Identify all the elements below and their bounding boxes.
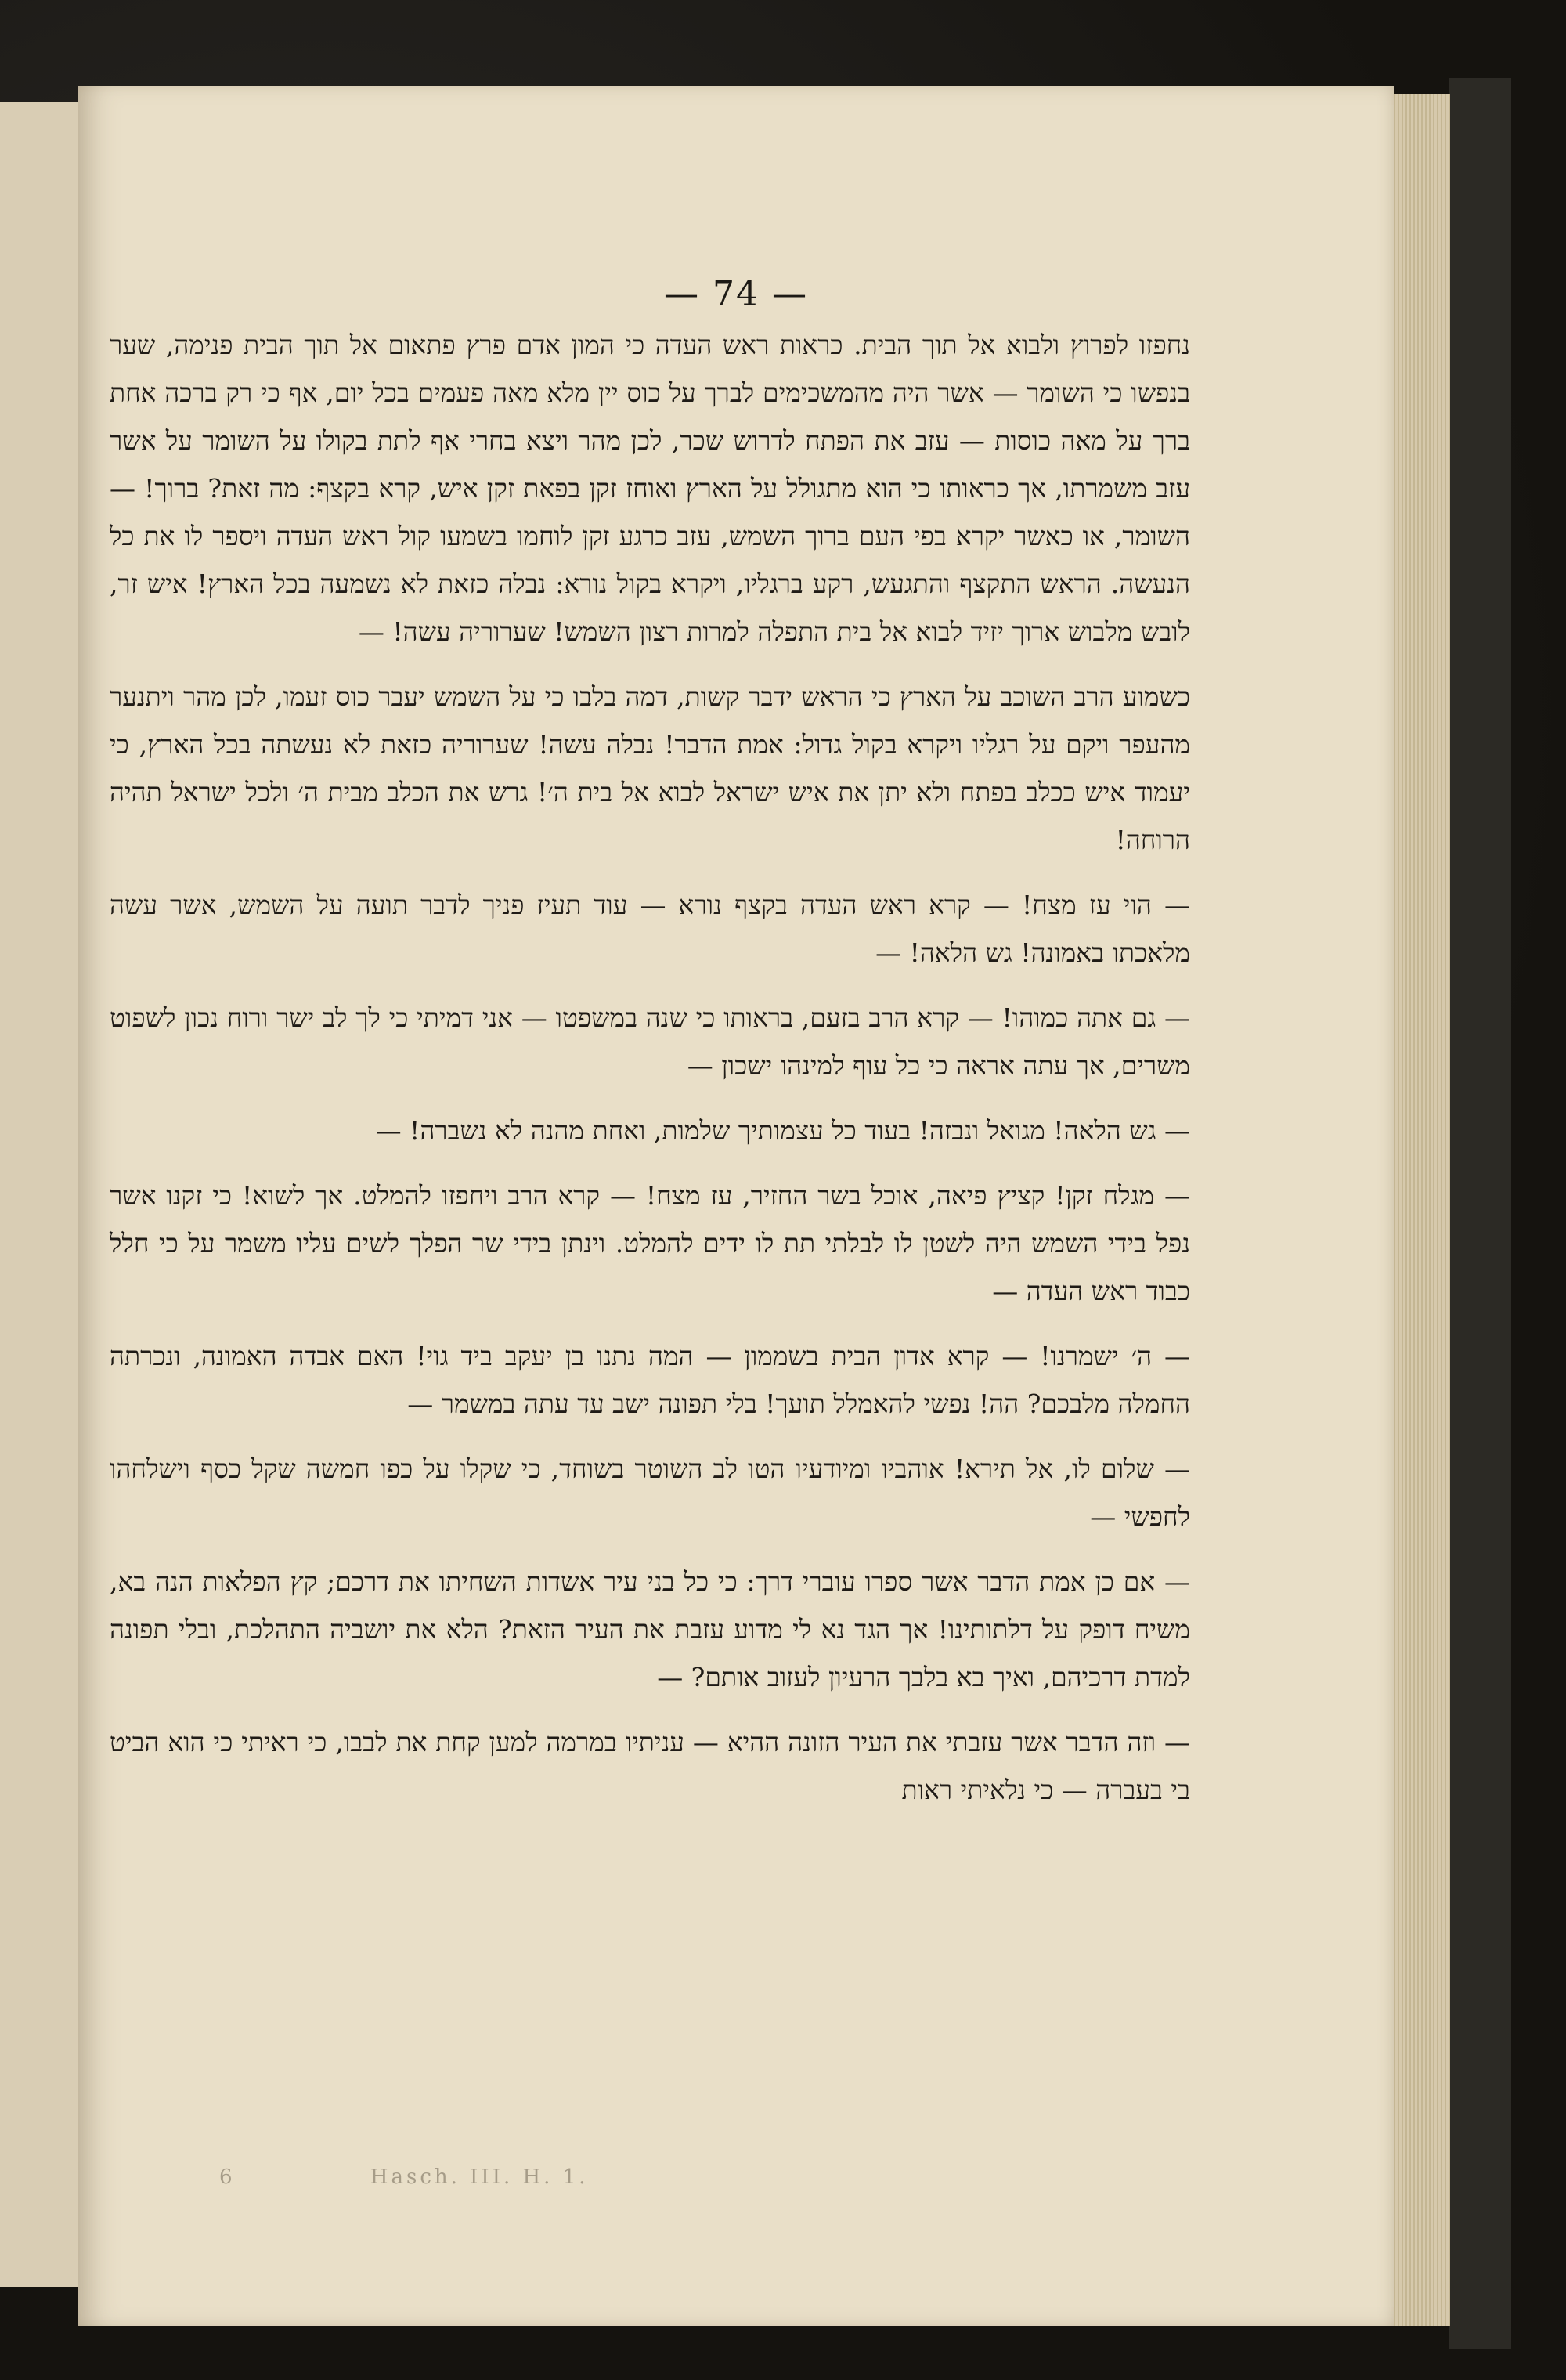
facing-page-edge — [0, 102, 81, 2287]
book-cover-edge — [1449, 78, 1511, 2349]
paragraph: — אם כן אמת הדבר אשר ספרו עוברי דרך: כי כל בני עיר אשדות השחיתו את דרכם; קץ הפלאות הנה בא, משיח דופק על דלתותינו! אך הגד נא לי מדוע עזבת את העיר הזאת? הלא את יושביה התהלכת, ובלי תפונה למדת דרכיהם, ואיך בא בלבך הרעיון לעזוב אותם? — — [110, 1566, 1190, 1692]
page-stack-edge — [1386, 94, 1450, 2326]
paragraph: — גם אתה כמוהו! — קרא הרב בזעם, בראותו כי שנה במשפטו — אני דמיתי כי לך לב ישר ורוח נכון לשפוט משרים, אך עתה אראה כי כל עוף למינהו ישכון — — [110, 1002, 1190, 1081]
signature-number: 6 — [219, 2165, 236, 2189]
paragraph: נחפזו לפרוץ ולבוא אל תוך הבית. כראות ראש העדה כי המון אדם פרץ פתאום אל תוך הבית פנימה, שער בנפשו כי השומר — אשר היה מהמשכימים לברך על כוס יין מלא מאה פעמים בכל יום, אף כי רק ברכה אחת ברך על מאה כוסות — עזב את הפתח לדרוש שכר, לכן מהר ויצא בחרי אף לתת בקולו על השומר על אשר עזב משמרתו, אך כראותו כי הוא מתגולל על הארץ ואוחז זקן בפאת זקן איש, קרא בקצף: מה זאת? ברוך! — השומר, או כאשר יקרא בפי העם ברוך השמש, עזב כרגע זקן לוחמו בשמעו קול ראש העדה ויספר לו את כל הנעשה. הראש התקצף והתגעש, רקע ברגליו, ויקרא בקול נורא: נבלה כזאת לא נשמעה בכל הארץ! איש זר, לובש מלבוש ארוך יזיד לבוא אל בית התפלה למרות רצון השמש! שערוריה עשה! — — [110, 330, 1190, 647]
signature-label: Hasch. III. H. 1. — [370, 2165, 589, 2189]
paragraph: — הוי עז מצח! — קרא ראש העדה בקצף נורא — עוד תעיז פניך לדבר תועה על השמש, אשר עשה מלאכתו באמונה! גש הלאה! — — [110, 890, 1190, 968]
signature-mark — [219, 2165, 589, 2189]
page-number: — 74 — — [664, 274, 808, 314]
paragraph: — גש הלאה! מגואל ונבזה! בעוד כל עצמותיך שלמות, ואחת מהנה לא נשברה! — — [375, 1115, 1190, 1146]
paragraph: — שלום לו, אל תירא! אוהביו ומיודעיו הטו לב השוטר בשוחד, כי שקלו על כפו חמשה שקל כסף וישלחהו לחפשי — — [110, 1454, 1190, 1532]
paragraph: — ה׳ ישמרנו! — קרא אדון הבית בשממון — המה נתנו בן יעקב ביד גוי! האם אבדה האמונה, ונכרתה החמלה מלבכם? הה! נפשי להאמלל תועך! בלי תפונה ישב עד עתה במשמר — — [110, 1341, 1190, 1419]
paragraph: — וזה הדבר אשר עזבתי את העיר הזונה ההיא — עניתיו במרמה למען קחת את לבבו, כי ראיתי כי הוא הביט בי בעברה — כי נלאיתי ראות — [110, 1727, 1190, 1805]
body-text — [110, 321, 1190, 1831]
paragraph: כשמוע הרב השוכב על הארץ כי הראש ידבר קשות, דמה בלבו כי על השמש יעבר כוס זעמו, לכן מהר ויתנער מהעפר ויקם על רגליו ויקרא בקול גדול: אמת הדבר! נבלה עשה! שערוריה כזאת לא נעשתה בכל הארץ, כי יעמוד איש ככלב בפתח ולא יתן את איש ישראל לבוא אל בית ה׳! גרש את הכלב מבית ה׳ ולכל ישראל תהיה הרוחה! — [110, 681, 1190, 855]
paragraph: — מגלח זקן! קציץ פיאה, אוכל בשר החזיר, עז מצח! — קרא הרב ויחפזו להמלט. אך לשוא! כי זקנו אשר נפל בידי השמש היה לשטן לו לבלתי תת לו ידים להמלט. וינתן בידי שר הפלך לשים עליו משמר על כי חלל כבוד ראש העדה — — [110, 1180, 1190, 1306]
